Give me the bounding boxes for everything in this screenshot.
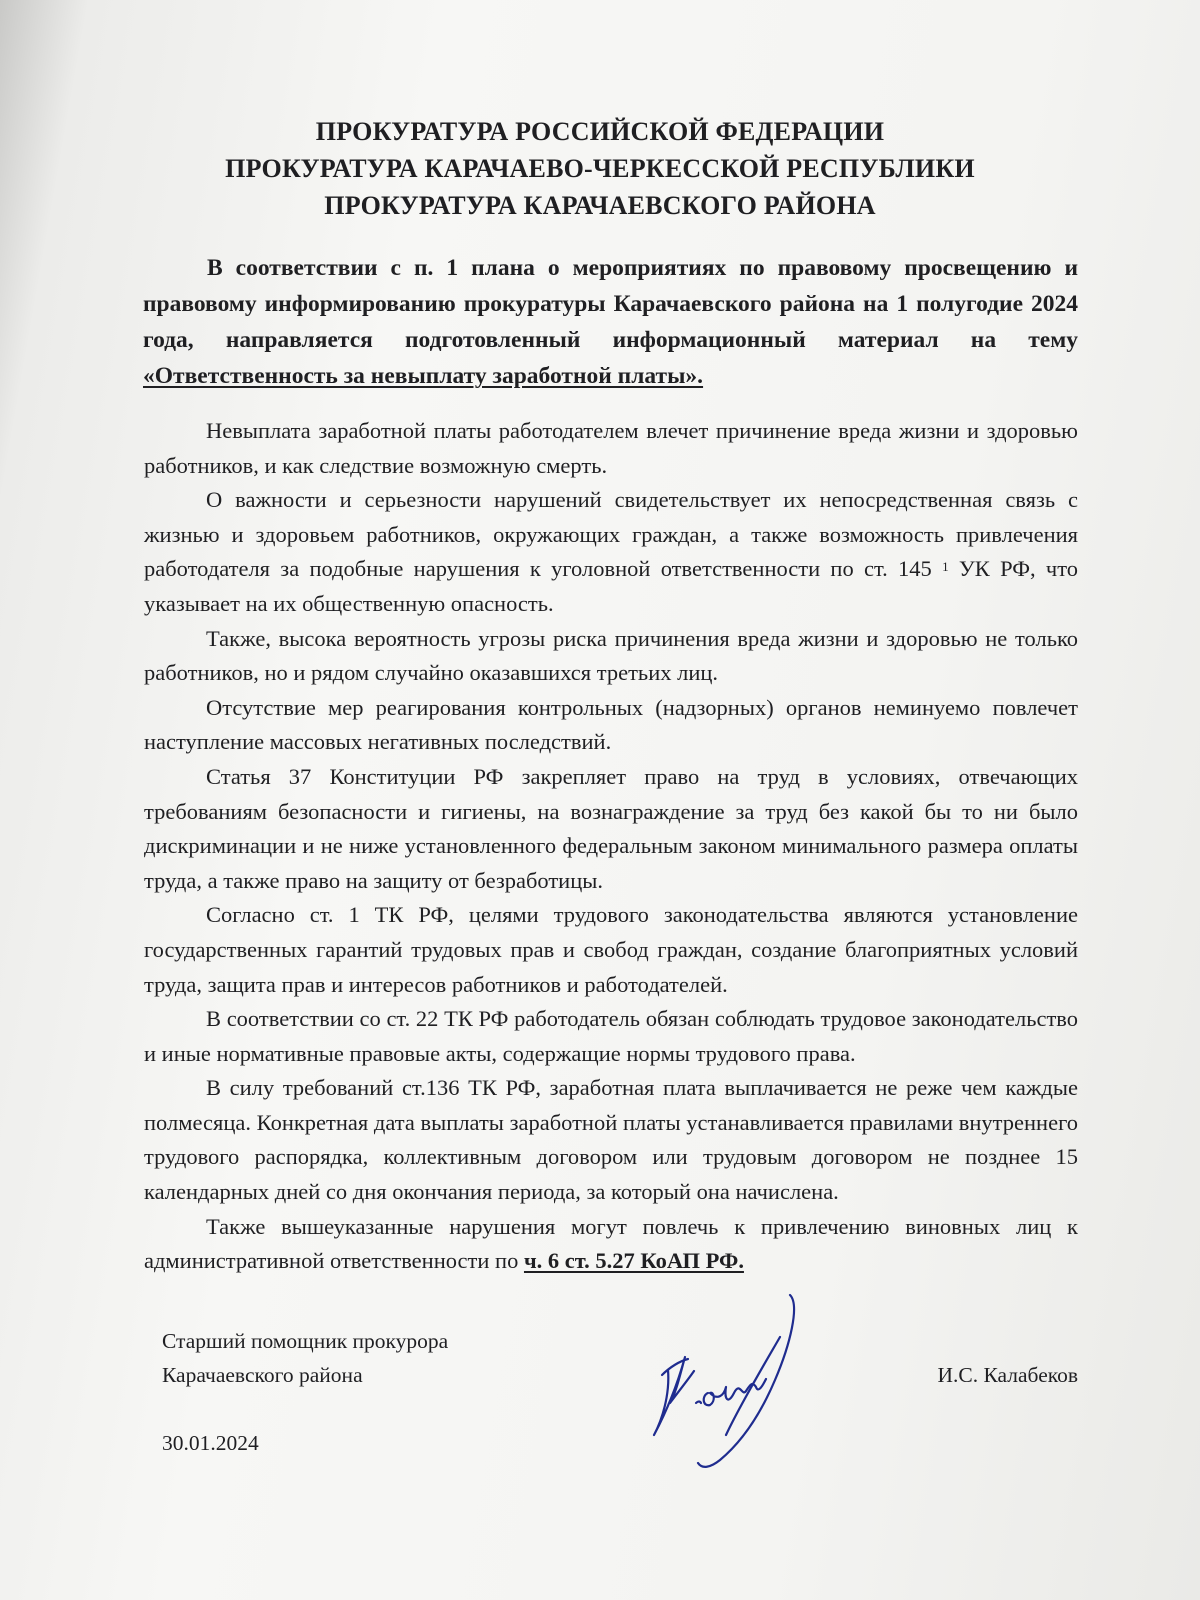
intro-paragraph	[143, 250, 1078, 394]
paragraph-9	[144, 1210, 1078, 1279]
position-line-2: Карачаевского района	[162, 1363, 363, 1387]
handwritten-signature	[640, 1275, 810, 1485]
intro-text: В соответствии с п. 1 плана о мероприятиях по правовому просвещению и правовому информированию прокуратуры Карачаевского района на 1 полугодие 2024 года, направляется подготовленный информационный материал на тему	[143, 255, 1078, 353]
paragraph-2	[144, 483, 1078, 621]
paragraph-6: Согласно ст. 1 ТК РФ, целями трудового законодательства являются установление государственных гарантий трудовых прав и свобод граждан, создание благоприятных условий труда, защита прав и интересов работников и работодателей.	[144, 902, 1078, 997]
paragraph-9-text: Также вышеуказанные нарушения могут повлечь к привлечению виновных лиц к административной ответственности по	[144, 1213, 1078, 1274]
header-line-federation: ПРОКУРАТУРА РОССИЙСКОЙ ФЕДЕРАЦИИ	[315, 117, 885, 146]
intro-topic: «Ответственность за невыплату заработной платы».	[143, 363, 704, 389]
header-line-district: ПРОКУРАТУРА КАРАЧАЕВСКОГО РАЙОНА	[324, 191, 876, 220]
header-line-republic: ПРОКУРАТУРА КАРАЧАЕВО-ЧЕРКЕССКОЙ РЕСПУБЛИКИ	[225, 154, 975, 183]
signatory-position	[162, 1324, 448, 1392]
document-header	[150, 113, 1050, 224]
position-line-1: Старший помощник прокурора	[162, 1329, 449, 1353]
paragraph-7: В соответствии со ст. 22 ТК РФ работодатель обязан соблюдать трудовое законодательство и иные нормативные правовые акты, содержащие нормы трудового права.	[144, 1006, 1078, 1066]
koap-reference: ч. 6 ст. 5.27 КоАП РФ.	[523, 1248, 744, 1274]
paragraph-3: Также, высока вероятность угрозы риска причинения вреда жизни и здоровью не только работников, но и рядом случайно оказавшихся третьих лиц.	[144, 625, 1078, 686]
paragraph-2-text-b: УК РФ, что указывает на их общественную опасность.	[144, 556, 1078, 616]
paragraph-4: Отсутствие мер реагирования контрольных (надзорных) органов неминуемо повлечет наступление массовых негативных последствий.	[144, 694, 1078, 755]
article-superscript: 1	[942, 559, 949, 575]
paragraph-1: Невыплата заработной платы работодателем влечет причинение вреда жизни и здоровью работников, и как следствие возможную смерть.	[144, 418, 1078, 478]
signatory-name: И.С. Калабеков	[937, 1363, 1078, 1387]
paragraph-8: В силу требований ст.136 ТК РФ, заработная плата выплачивается не реже чем каждые полмесяца. Конкретная дата выплаты заработной платы устанавливается правилами внутреннего трудового распорядка, коллективным договором или трудовым договором не позднее 15 календарных дней со дня окончания периода, за который она начислена.	[144, 1075, 1078, 1205]
document-date: 30.01.2024	[162, 1431, 259, 1455]
document-body	[144, 414, 1078, 1279]
paragraph-2-text-a: О важности и серьезности нарушений свидетельствует их непосредственная связь с жизнью и здоровьем работников, окружающих граждан, а также возможность привлечения работодателя за подобные нарушения к уголовной ответственности по ст. 145	[144, 487, 1078, 582]
paragraph-5: Статья 37 Конституции РФ закрепляет право на труд в условиях, отвечающих требованиям безопасности и гигиены, на вознаграждение за труд без какой бы то ни было дискриминации и не ниже установленного федеральным законом минимального размера оплаты труда, а также право на защиту от безработицы.	[144, 763, 1078, 893]
